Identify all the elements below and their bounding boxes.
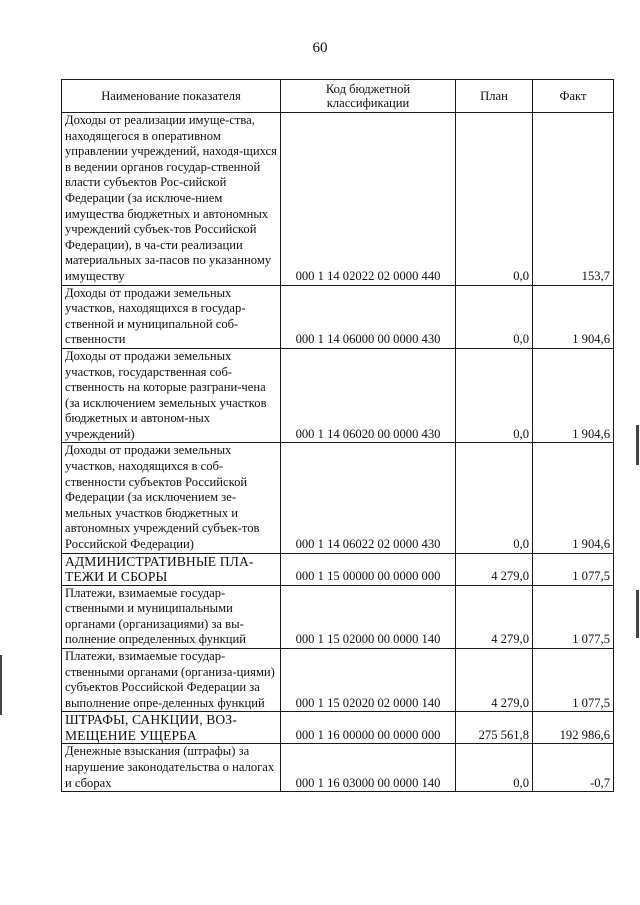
plan-value: 0,0 — [456, 744, 533, 792]
budget-code: 000 1 14 06022 02 0000 430 — [281, 443, 456, 553]
indicator-name: Платежи, взимаемые государ-ственными органами (организа-циями) субъектов Российской Федерации за выполнение опре-деленных функций — [62, 649, 281, 712]
table-header-row — [62, 80, 614, 113]
column-header-name: Наименование показателя — [62, 80, 281, 113]
fact-value: -0,7 — [533, 744, 614, 792]
budget-code: 000 1 14 06000 00 0000 430 — [281, 285, 456, 348]
column-header-code: Код бюджетной классификации — [281, 80, 456, 113]
table-row — [62, 712, 614, 744]
indicator-name: Доходы от продажи земельных участков, находящихся в соб-ственности субъектов Российской Федерации (за исключением зе-мельных участков бюджетных и автономных учреждений субъек-тов Российской Федерации) — [62, 443, 281, 553]
indicator-name: Доходы от продажи земельных участков, находящихся в государ-ственной и муниципальной соб-ственности — [62, 285, 281, 348]
indicator-name: Доходы от продажи земельных участков, государственная соб-ственность на которые разграни-чена (за исключением земельных участков бюджетных и автоном-ных учреждений) — [62, 348, 281, 443]
fact-value: 1 077,5 — [533, 649, 614, 712]
indicator-name: Денежные взыскания (штрафы) за нарушение законодательства о налогах и сборах — [62, 744, 281, 792]
table-row — [62, 585, 614, 648]
plan-value: 0,0 — [456, 443, 533, 553]
fact-value: 1 077,5 — [533, 585, 614, 648]
indicator-name: Платежи, взимаемые государ-ственными и муниципальными органами (организациями) за вы-полнение определенных функций — [62, 585, 281, 648]
scan-mark-right-top — [636, 425, 639, 465]
indicator-name: АДМИНИСТРАТИВНЫЕ ПЛА-ТЕЖИ И СБОРЫ — [62, 553, 281, 585]
column-header-fact: Факт — [533, 80, 614, 113]
plan-value: 0,0 — [456, 113, 533, 286]
budget-code: 000 1 14 02022 02 0000 440 — [281, 113, 456, 286]
budget-code: 000 1 16 03000 00 0000 140 — [281, 744, 456, 792]
plan-value: 4 279,0 — [456, 553, 533, 585]
fact-value: 1 077,5 — [533, 553, 614, 585]
scan-mark-left — [0, 655, 2, 715]
column-header-plan: План — [456, 80, 533, 113]
indicator-name: Доходы от реализации имуще-ства, находящегося в оперативном управлении учреждений, находя-щихся в ведении органов государ-ственной власти субъектов Рос-сийской Федерации (за исключе-нием имущества бюджетных и автономных учреждений субъек-тов Российской Федерации), в ча-сти реализации материальных за-пасов по указанному имуществу — [62, 113, 281, 286]
plan-value: 4 279,0 — [456, 649, 533, 712]
budget-code: 000 1 15 02000 00 0000 140 — [281, 585, 456, 648]
table-row — [62, 348, 614, 443]
fact-value: 1 904,6 — [533, 285, 614, 348]
table-row — [62, 443, 614, 553]
indicator-name: ШТРАФЫ, САНКЦИИ, ВОЗ-МЕЩЕНИЕ УЩЕРБА — [62, 712, 281, 744]
budget-code: 000 1 16 00000 00 0000 000 — [281, 712, 456, 744]
budget-code: 000 1 14 06020 00 0000 430 — [281, 348, 456, 443]
fact-value: 153,7 — [533, 113, 614, 286]
plan-value: 275 561,8 — [456, 712, 533, 744]
table-body — [62, 113, 614, 792]
page-number: 60 — [312, 40, 328, 56]
table-row — [62, 744, 614, 792]
fact-value: 192 986,6 — [533, 712, 614, 744]
fact-value: 1 904,6 — [533, 348, 614, 443]
table-row — [62, 649, 614, 712]
table-row — [62, 553, 614, 585]
plan-value: 0,0 — [456, 285, 533, 348]
budget-code: 000 1 15 00000 00 0000 000 — [281, 553, 456, 585]
table-row — [62, 113, 614, 286]
budget-code: 000 1 15 02020 02 0000 140 — [281, 649, 456, 712]
budget-table — [61, 79, 614, 792]
plan-value: 0,0 — [456, 348, 533, 443]
scan-mark-right-bottom — [636, 590, 639, 638]
plan-value: 4 279,0 — [456, 585, 533, 648]
table-row — [62, 285, 614, 348]
fact-value: 1 904,6 — [533, 443, 614, 553]
